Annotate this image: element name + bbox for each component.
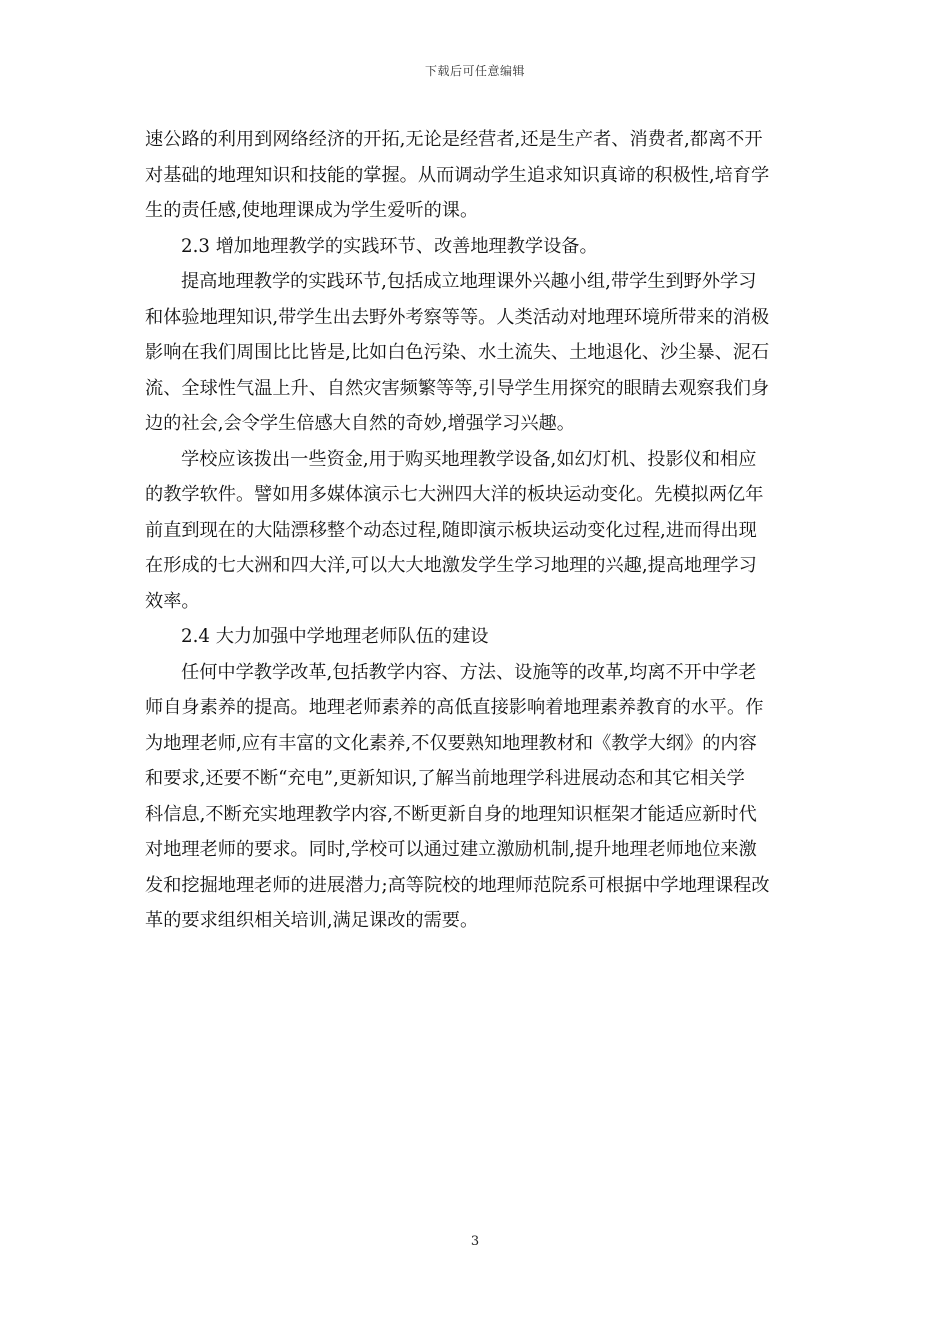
text-line: 师自身素养的提高。地理老师素养的高低直接影响着地理素养教育的水平。作 [145,697,764,718]
text-line: 任何中学教学改革,包括教学内容、方法、设施等的改革,均离不开中学老 [181,661,757,683]
text-line: 的教学软件。譬如用多媒体演示七大洲四大洋的板块运动变化。先模拟两亿年 [145,484,764,505]
text-line: 前直到现在的大陆漂移整个动态过程,随即演示板块运动变化过程,进而得出现 [145,519,757,541]
text-line: 和体验地理知识,带学生出去野外考察等等。人类活动对地理环境所带来的消极 [145,306,770,328]
text-line: 生的责任感,使地理课成为学生爱听的课。 [145,200,479,221]
text-line: 对地理老师的要求。同时,学校可以通过建立激励机制,提升地理老师地位来激 [145,839,757,860]
text-line: 在形成的七大洲和四大洋,可以大大地激发学生学习地理的兴趣,提高地理学习 [145,555,757,576]
text-line: 效率。 [145,590,200,612]
text-line: 革的要求组织相关培训,满足课改的需要。 [145,910,479,931]
text-line: 科信息,不断充实地理教学内容,不断更新自身的地理知识框架才能适应新时代 [145,803,757,825]
page-number: 3 [470,1234,480,1249]
text-line: 影响在我们周围比比皆是,比如白色污染、水土流失、土地退化、沙尘暴、泥石 [145,342,770,363]
text-line: 边的社会,会令学生倍感大自然的奇妙,增强学习兴趣。 [145,413,575,434]
text-line: 发和挖掘地理老师的进展潜力;高等院校的地理师范院系可根据中学地理课程改 [145,874,770,896]
section-heading-2-4: 2.4 大力加强中学地理老师队伍的建设 [181,626,489,647]
text-line: 提高地理教学的实践环节,包括成立地理课外兴趣小组,带学生到野外学习 [181,271,757,292]
page-header: 下载后可任意编辑 [424,64,525,78]
text-line: 为地理老师,应有丰富的文化素养,不仅要熟知地理教材和《教学大纲》的内容 [145,732,757,754]
section-heading-2-3: 2.3 增加地理教学的实践环节、改善地理教学设备。 [181,235,598,257]
text-line: 流、全球性气温上升、自然灾害频繁等等,引导学生用探究的眼睛去观察我们身 [145,377,770,399]
text-line: 和要求,还要不断“充电”,更新知识,了解当前地理学科进展动态和其它相关学 [145,768,745,789]
text-line: 对基础的地理知识和技能的掌握。从而调动学生追求知识真谛的积极性,培育学 [145,164,770,186]
text-line: 学校应该拨出一些资金,用于购买地理教学设备,如幻灯机、投影仪和相应 [181,448,757,470]
text-line: 速公路的利用到网络经济的开拓,无论是经营者,还是生产者、消费者,都离不开 [145,129,763,150]
document-body [145,122,808,939]
